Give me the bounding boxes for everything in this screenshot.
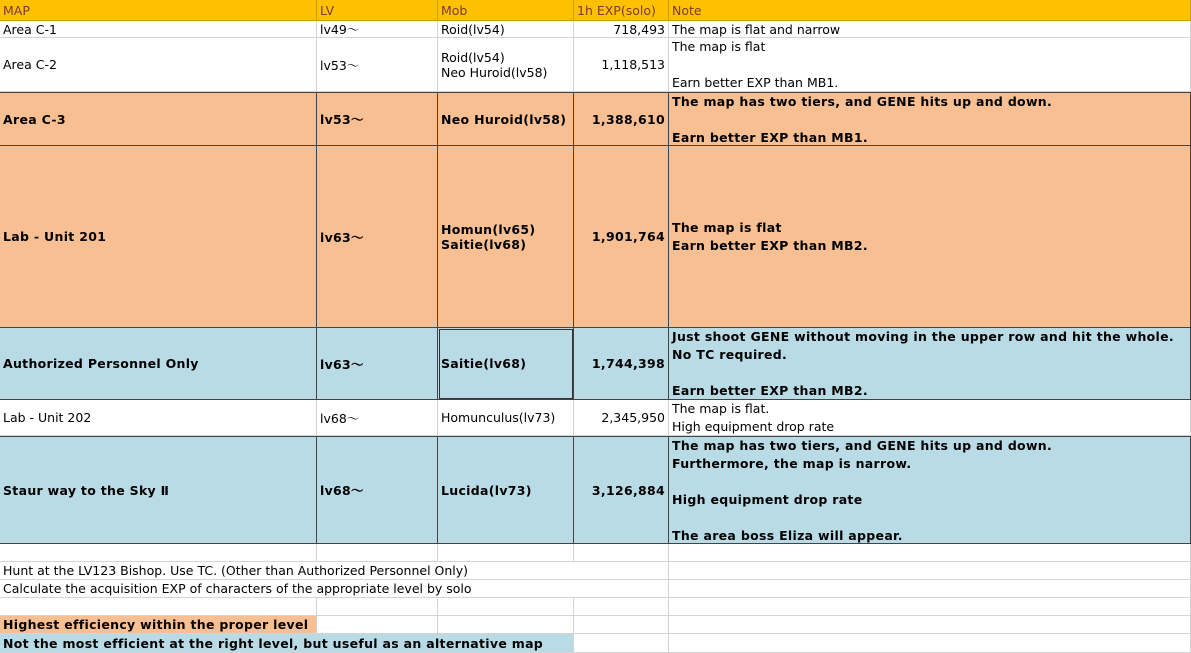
level: lv68～ [320, 410, 360, 426]
note-line [672, 111, 1187, 129]
exp-cell[interactable] [574, 328, 669, 400]
header-note-label: Note [672, 2, 702, 18]
legend-blue-label: Not the most efficient at the right level, but useful as an alternative map [3, 635, 544, 651]
note-line: Just shoot GENE without moving in the upper row and hit the whole. [672, 329, 1174, 344]
mob-cell[interactable] [438, 92, 574, 146]
legend-orange-label: Highest efficiency within the proper level [3, 617, 309, 632]
empty-row [0, 598, 1191, 616]
empty-cell[interactable] [0, 544, 317, 562]
footnote-cell[interactable] [0, 562, 669, 580]
mob-name: Lucida(lv73) [441, 482, 532, 498]
note-line: The map has two tiers, and GENE hits up and down. [672, 94, 1053, 109]
note-line: Furthermore, the map is narrow. [672, 456, 912, 471]
exp-cell[interactable] [574, 38, 669, 92]
empty-cell[interactable] [317, 544, 438, 562]
exp-value: 3,126,884 [591, 482, 665, 498]
footnote-text: Hunt at the LV123 Bishop. Use TC. (Other than Authorized Personnel Only) [3, 563, 469, 578]
header-map[interactable] [0, 0, 317, 21]
header-note[interactable] [669, 0, 1191, 21]
level: lv49～ [320, 22, 360, 37]
mob-name: Neo Huroid(lv58) [441, 111, 567, 127]
note-line: The area boss Eliza will appear. [672, 528, 903, 543]
table-row [0, 92, 1191, 146]
map-cell[interactable] [0, 21, 317, 38]
note-line: No TC required. [672, 347, 788, 362]
exp-cell[interactable] [574, 146, 669, 328]
note-cell[interactable] [669, 38, 1191, 92]
empty-cell[interactable] [574, 544, 669, 562]
note-cell[interactable] [669, 21, 1191, 38]
exp-cell[interactable] [574, 21, 669, 38]
level: lv63～ [320, 356, 364, 372]
level: lv53～ [320, 57, 360, 73]
map-name: Lab - Unit 201 [3, 229, 107, 244]
empty-cell[interactable] [438, 544, 574, 562]
exp-cell[interactable] [574, 436, 669, 544]
note-line: Earn better EXP than MB2. [672, 237, 868, 253]
note-cell[interactable] [669, 328, 1191, 400]
header-mob[interactable] [438, 0, 574, 21]
note-line: The map is flat. [672, 401, 770, 416]
note-line: The map has two tiers, and GENE hits up and down. [672, 438, 1053, 453]
note-line: High equipment drop rate [672, 492, 863, 507]
exp-value: 2,345,950 [601, 410, 665, 425]
legend-row [0, 634, 1191, 653]
note-line: High equipment drop rate [672, 419, 835, 434]
level: lv68～ [320, 483, 364, 498]
empty-cell[interactable] [438, 598, 574, 616]
map-cell[interactable] [0, 38, 317, 92]
lv-cell[interactable] [317, 400, 438, 436]
map-name: Staur way to the Sky Ⅱ [3, 482, 170, 498]
footnote-row [0, 580, 1191, 598]
lv-cell[interactable] [317, 21, 438, 38]
table-row [0, 328, 1191, 400]
lv-cell[interactable] [317, 146, 438, 328]
empty-cell[interactable] [317, 598, 438, 616]
note-line [672, 56, 1187, 74]
header-mob-label: Mob [441, 2, 468, 18]
header-exp-label: 1h EXP(solo) [577, 2, 656, 18]
map-cell[interactable] [0, 146, 317, 328]
note-line [672, 364, 1187, 382]
empty-cell[interactable] [0, 598, 317, 616]
level: lv53～ [320, 112, 364, 127]
map-cell[interactable] [0, 436, 317, 544]
table-row [0, 436, 1191, 544]
note-line: The map is flat and narrow [672, 21, 841, 37]
lv-cell[interactable] [317, 436, 438, 544]
map-name: Area C-3 [3, 111, 66, 127]
mob-cell-selected[interactable] [438, 328, 574, 400]
lv-cell[interactable] [317, 328, 438, 400]
lv-cell[interactable] [317, 92, 438, 146]
empty-cell[interactable] [669, 616, 1191, 634]
mob-name: Roid(lv54) [441, 21, 505, 37]
map-name: Area C-1 [3, 21, 57, 37]
mob-cell[interactable] [438, 400, 574, 436]
exp-value: 1,118,513 [601, 57, 665, 72]
table-row [0, 400, 1191, 436]
exp-value: 1,744,398 [591, 356, 665, 371]
map-name: Area C-2 [3, 57, 57, 72]
note-line: The map is flat [672, 39, 766, 54]
note-cell[interactable] [669, 400, 1191, 436]
exp-value: 718,493 [613, 21, 665, 37]
header-lv-label: LV [320, 2, 335, 18]
note-cell[interactable] [669, 92, 1191, 146]
note-cell[interactable] [669, 436, 1191, 544]
empty-cell[interactable] [438, 616, 574, 634]
note-line [672, 473, 1187, 491]
footnote-row [0, 562, 1191, 580]
header-exp[interactable] [574, 0, 669, 21]
table-row [0, 21, 1191, 38]
note-line: Earn better EXP than MB2. [672, 383, 868, 398]
mob-cell[interactable] [438, 38, 574, 92]
empty-cell[interactable] [574, 634, 669, 653]
note-line: The map is flat [672, 219, 782, 235]
map-cell[interactable] [0, 92, 317, 146]
table-row [0, 146, 1191, 328]
note-line: Earn better EXP than MB1. [672, 130, 868, 145]
mob-cell[interactable] [438, 146, 574, 328]
map-name: Lab - Unit 202 [3, 410, 92, 425]
empty-cell[interactable] [574, 598, 669, 616]
empty-cell[interactable] [669, 598, 1191, 616]
empty-cell[interactable] [574, 616, 669, 634]
mob-name: Homun(lv65) [441, 221, 536, 237]
level: lv63～ [320, 229, 364, 245]
empty-cell[interactable] [669, 544, 1191, 562]
header-map-label: MAP [3, 2, 30, 18]
header-row [0, 0, 1191, 21]
mob-name: Neo Huroid(lv58) [441, 64, 548, 80]
footnote-cell[interactable] [0, 580, 669, 598]
empty-row [0, 544, 1191, 562]
empty-cell[interactable] [669, 634, 1191, 653]
empty-cell[interactable] [669, 580, 1191, 598]
exp-cell[interactable] [574, 92, 669, 146]
exp-value: 1,388,610 [591, 111, 665, 127]
exp-cell[interactable] [574, 400, 669, 436]
legend-orange-cell[interactable] [0, 616, 317, 634]
note-cell[interactable] [669, 146, 1191, 328]
header-lv[interactable] [317, 0, 438, 21]
empty-cell[interactable] [669, 562, 1191, 580]
empty-cell[interactable] [317, 616, 438, 634]
note-line [672, 509, 1187, 527]
map-cell[interactable] [0, 328, 317, 400]
mob-name: Saitie(lv68) [441, 236, 527, 252]
mob-name: Roid(lv54) [441, 49, 505, 65]
note-line: Earn better EXP than MB1. [672, 75, 839, 90]
lv-cell[interactable] [317, 38, 438, 92]
mob-name: Homunculus(lv73) [441, 410, 556, 425]
mob-cell[interactable] [438, 436, 574, 544]
legend-blue-cell[interactable] [0, 634, 574, 653]
map-cell[interactable] [0, 400, 317, 436]
mob-name: Saitie(lv68) [441, 356, 527, 371]
table-row [0, 38, 1191, 92]
exp-value: 1,901,764 [591, 229, 665, 244]
mob-cell[interactable] [438, 21, 574, 38]
legend-row [0, 616, 1191, 634]
map-name: Authorized Personnel Only [3, 356, 199, 371]
footnote-text: Calculate the acquisition EXP of characters of the appropriate level by solo [3, 581, 472, 596]
